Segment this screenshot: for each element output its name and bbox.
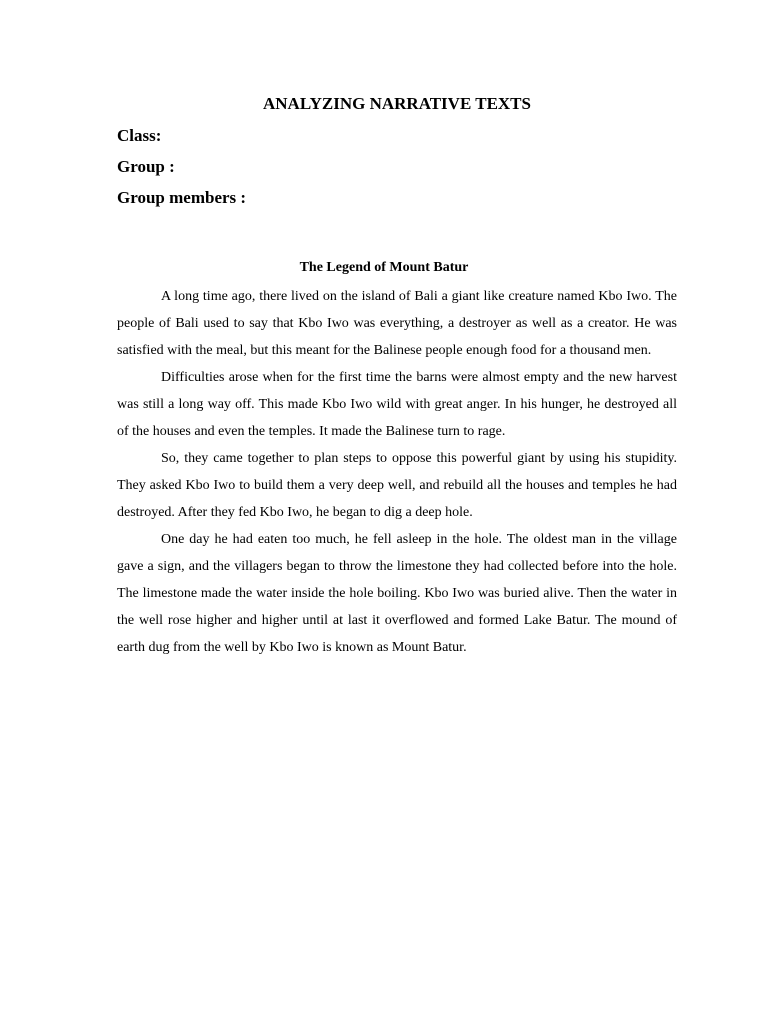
story-body: [117, 283, 677, 661]
document-title: ANALYZING NARRATIVE TEXTS: [263, 94, 531, 113]
story-paragraph: Difficulties arose when for the first time the barns were almost empty and the new harvest was still a long way off. This made Kbo Iwo wild with great anger. In his hunger, he destroyed all of the houses and even the temples. It made the Balinese turn to rage.: [117, 370, 677, 439]
story-paragraph: One day he had eaten too much, he fell asleep in the hole. The oldest man in the village gave a sign, and the villagers began to throw the limestone they had collected before into the hole. The limestone made the water inside the hole boiling. Kbo Iwo was buried alive. Then the water in the well rose higher and higher until at last it overflowed and formed Lake Batur. The mound of earth dug from the well by Kbo Iwo is known as Mount Batur.: [117, 532, 677, 655]
story-paragraph: A long time ago, there lived on the island of Bali a giant like creature named Kbo Iwo. The people of Bali used to say that Kbo Iwo was everything, a destroyer as well as a creator. He was satisfied with the meal, but this meant for the Balinese people enough food for a thousand men.: [117, 289, 677, 358]
group-members-field-label: Group members :: [117, 188, 247, 207]
class-field-label: Class:: [117, 126, 162, 145]
group-field-label: Group :: [117, 157, 175, 176]
story-title: The Legend of Mount Batur: [299, 260, 469, 275]
story-paragraph: So, they came together to plan steps to oppose this powerful giant by using his stupidity. They asked Kbo Iwo to build them a very deep well, and rebuild all the houses and temples he had destroyed. After they fed Kbo Iwo, he began to dig a deep hole.: [117, 451, 677, 520]
